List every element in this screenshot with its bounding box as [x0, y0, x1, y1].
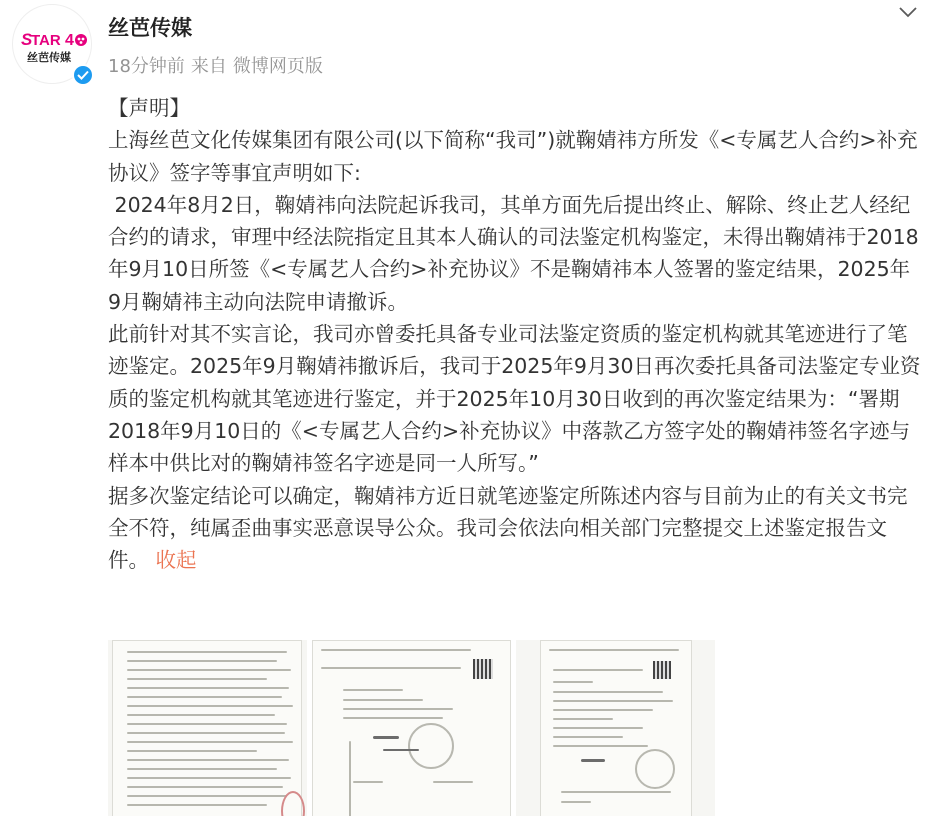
post-body [108, 92, 922, 576]
document-image [312, 640, 511, 816]
post-source[interactable]: 微博网页版 [232, 56, 323, 77]
svg-text:S: S [21, 30, 33, 49]
verified-badge [72, 64, 94, 86]
svg-text:丝芭传媒: 丝芭传媒 [27, 51, 71, 64]
svg-text:TAR: TAR [31, 32, 61, 49]
post-paragraph: 2024年8月2日，鞠婧祎向法院起诉我司，其单方面先后提出终止、解除、终止艺人经纪合约的请求，审理中经法院指定且其本人确认的司法鉴定机构鉴定，未得出鞠婧祎于2018年9月10日所签《<专属艺人合约>补充协议》不是鞠婧祎本人签署的鉴定结果，2025年9月鞠婧祎主动向法院申请撤诉。 [108, 192, 919, 314]
image-thumbnail-1[interactable] [108, 640, 307, 816]
post-meta [108, 52, 329, 78]
post-paragraph-last [108, 480, 922, 577]
account-name[interactable]: 丝芭传媒 [108, 16, 192, 40]
document-image [112, 640, 302, 816]
post-paragraph: 上海丝芭文化传媒集团有限公司(以下简称“我司”)就鞠婧祎方所发《<专属艺人合约>补充协议》签字等事宜声明如下: [108, 128, 918, 185]
image-thumbnail-3[interactable] [516, 640, 715, 816]
svg-text:4: 4 [65, 32, 74, 49]
post-paragraph-text: 据多次鉴定结论可以确定，鞠婧祎方近日就笔迹鉴定所陈述内容与目前为止的有关文书完全不符，纯属歪曲事实恶意误导公众。我司会依法向相关部门完整提交上述鉴定报告文件。 [108, 483, 908, 573]
verified-check-icon [74, 66, 92, 84]
avatar-container[interactable] [12, 4, 96, 88]
document-image [540, 640, 692, 816]
chevron-down-icon[interactable] [896, 4, 920, 20]
source-prefix: 来自 [190, 56, 227, 77]
image-thumbnail-2[interactable] [312, 640, 511, 816]
collapse-link[interactable]: 收起 [155, 548, 197, 573]
post-paragraph: 此前针对其不实言论，我司亦曾委托具备专业司法鉴定资质的鉴定机构就其笔迹进行了笔迹鉴定。2025年9月鞠婧祎撤诉后，我司于2025年9月30日再次委托具备司法鉴定专业资质的鉴定机构就其笔迹进行鉴定，并于2025年10月30日收到的再次鉴定结果为：“署期2018年9月10日的《<专属艺人合约>补充协议》中落款乙方签字处的鞠婧祎签名字迹与样本中供比对的鞠婧祎签名字迹是同一人所写。” [108, 322, 921, 476]
post-paragraph: 【声明】 [108, 96, 190, 120]
post-time[interactable]: 18分钟前 [108, 56, 185, 77]
